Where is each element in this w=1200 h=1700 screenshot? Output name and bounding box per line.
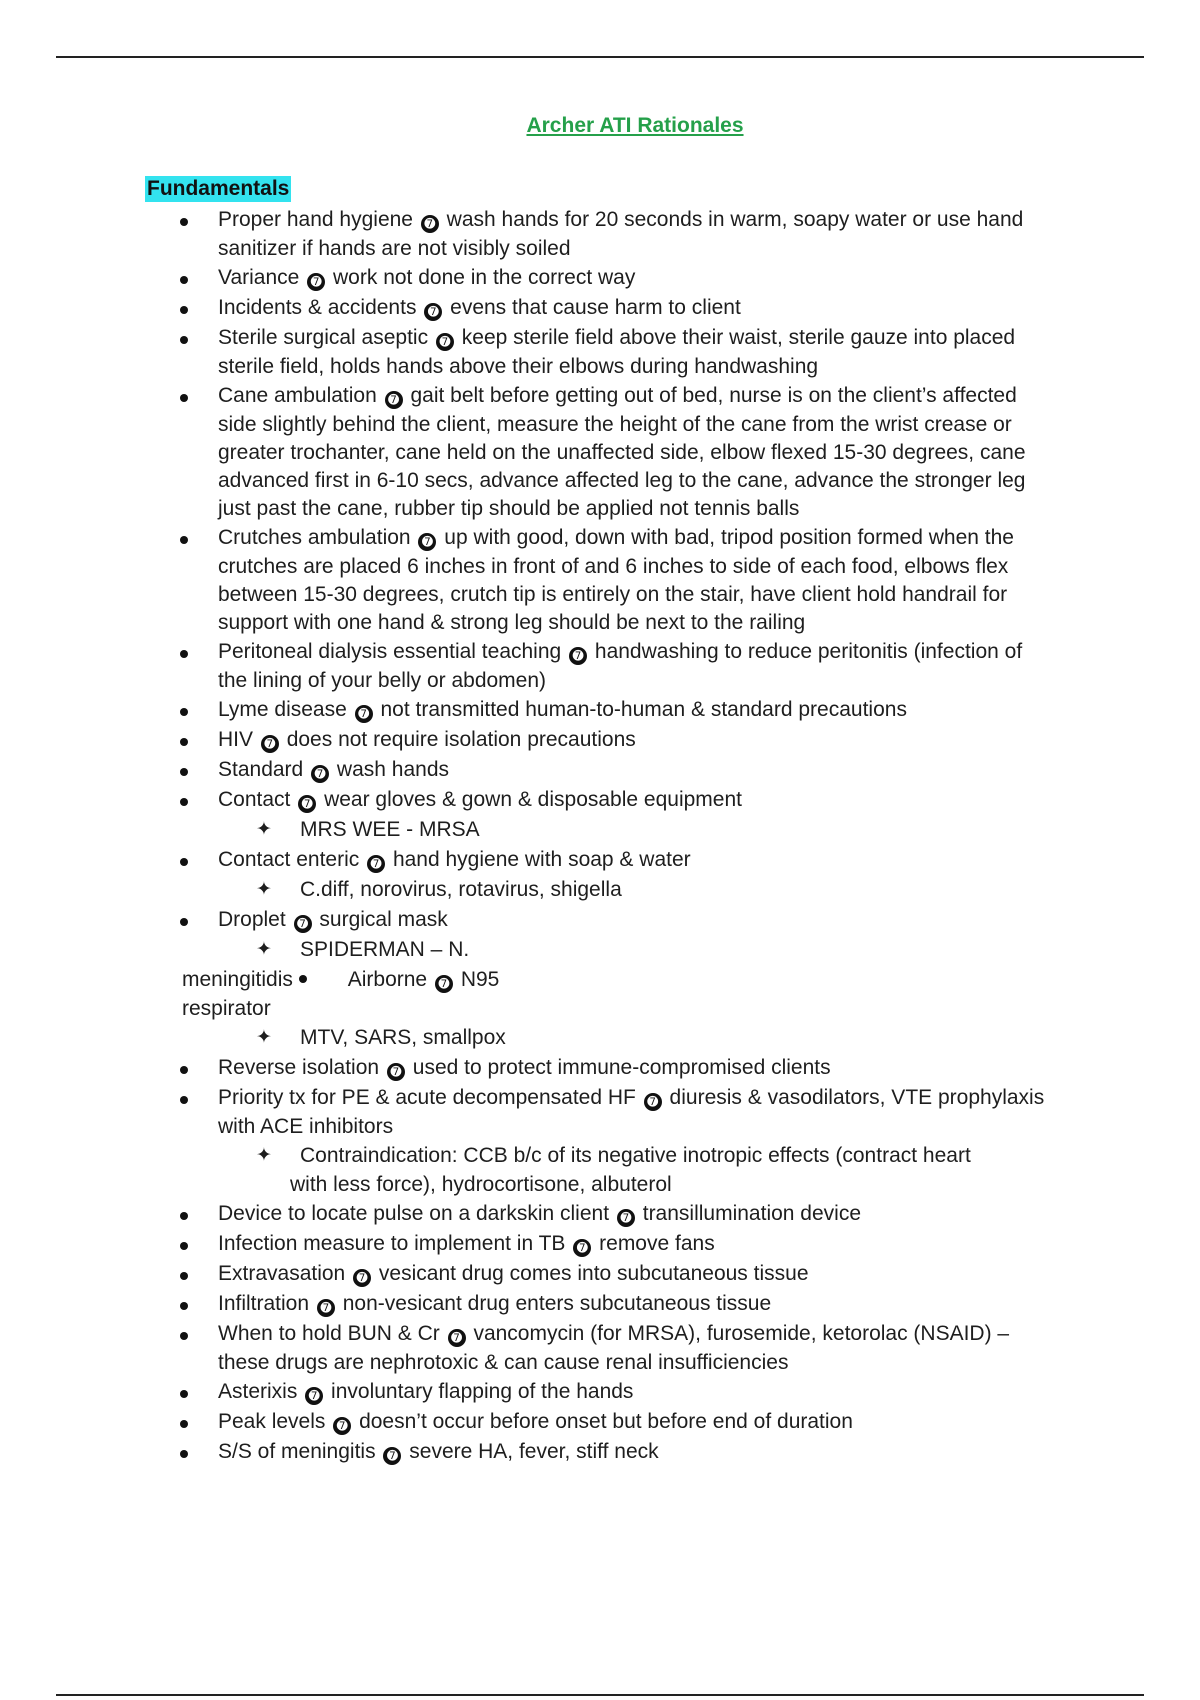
- list-item: Peak levels ➐ doesn’t occur before onset but before end of duration: [218, 1410, 853, 1433]
- arrow-icon: ➐: [617, 1209, 635, 1227]
- list-item: Infiltration ➐ non-vesicant drug enters subcutaneous tissue: [218, 1292, 772, 1315]
- list-item-continuation: crutches are placed 6 inches in front of and 6 inches to side of each food, elbows flex: [218, 555, 1009, 578]
- arrow-icon: ➐: [367, 855, 385, 873]
- arrow-icon: ➐: [333, 1417, 351, 1435]
- list-item: When to hold BUN & Cr ➐ vancomycin (for MRSA), furosemide, ketorolac (NSAID) –: [218, 1322, 1010, 1345]
- list-item-misaligned: meningitidis Airborne ➐ N95: [182, 968, 500, 991]
- list-item: Extravasation ➐ vesicant drug comes into subcutaneous tissue: [218, 1262, 809, 1285]
- arrow-icon: ➐: [573, 1239, 591, 1257]
- list-item: S/S of meningitis ➐ severe HA, fever, stiff neck: [218, 1440, 659, 1463]
- list-item-continuation: sterile field, holds hands above their elbows during handwashing: [218, 355, 819, 378]
- list-item: Incidents & accidents ➐ evens that cause harm to client: [218, 296, 741, 319]
- list-item: Sterile surgical aseptic ➐ keep sterile field above their waist, sterile gauze into placed: [218, 326, 1016, 349]
- list-item: Crutches ambulation ➐ up with good, down with bad, tripod position formed when the: [218, 526, 1014, 549]
- arrow-icon: ➐: [435, 975, 453, 993]
- star-bullet-icon: ✦: [256, 819, 272, 840]
- list-item-continuation: advanced first in 6-10 secs, advance affected leg to the cane, advance the stronger leg: [218, 469, 1026, 492]
- list-item: Lyme disease ➐ not transmitted human-to-human & standard precautions: [218, 698, 907, 721]
- list-item: Infection measure to implement in TB ➐ remove fans: [218, 1232, 715, 1255]
- list-item-continuation: just past the cane, rubber tip should be applied not tennis balls: [218, 497, 800, 520]
- list-item-continuation: greater trochanter, cane held on the unaffected side, elbow flexed 15-30 degrees, cane: [218, 441, 1026, 464]
- list-item-continuation: the lining of your belly or abdomen): [218, 669, 547, 692]
- sub-list-item: ✦ MRS WEE - MRSA: [0, 815, 1200, 845]
- list-item-continuation: sanitizer if hands are not visibly soiled: [218, 237, 571, 260]
- bullet-icon: [299, 975, 307, 983]
- sub-list-item: ✦ SPIDERMAN – N.: [0, 935, 1200, 965]
- notes-list: [0, 205, 1200, 1467]
- arrow-icon: ➐: [355, 705, 373, 723]
- list-item: Variance ➐ work not done in the correct way: [218, 266, 636, 289]
- bottom-rule: [56, 1694, 1144, 1696]
- arrow-icon: ➐: [298, 795, 316, 813]
- list-item-continuation: respirator: [182, 997, 271, 1020]
- sub-list-item: ✦ Contraindication: CCB b/c of its negative inotropic effects (contract heart: [0, 1141, 1200, 1171]
- list-item: Asterixis ➐ involuntary flapping of the hands: [218, 1380, 634, 1403]
- arrow-icon: ➐: [436, 333, 454, 351]
- arrow-icon: ➐: [424, 303, 442, 321]
- list-item: Priority tx for PE & acute decompensated HF ➐ diuresis & vasodilators, VTE prophylaxis: [218, 1086, 1045, 1109]
- top-rule: [56, 56, 1144, 58]
- star-bullet-icon: ✦: [256, 879, 272, 900]
- star-bullet-icon: ✦: [256, 939, 272, 960]
- arrow-icon: ➐: [448, 1329, 466, 1347]
- list-item-continuation: support with one hand & strong leg should be next to the railing: [218, 611, 806, 634]
- list-item-continuation: between 15-30 degrees, crutch tip is entirely on the stair, have client hold handrail for: [218, 583, 1008, 606]
- arrow-icon: ➐: [261, 735, 279, 753]
- list-item: Device to locate pulse on a darkskin client ➐ transillumination device: [218, 1202, 862, 1225]
- arrow-icon: ➐: [353, 1269, 371, 1287]
- list-item: Reverse isolation ➐ used to protect immune-compromised clients: [218, 1056, 831, 1079]
- arrow-icon: ➐: [317, 1299, 335, 1317]
- sub-list-item: ✦ C.diff, norovirus, rotavirus, shigella: [0, 875, 1200, 905]
- star-bullet-icon: ✦: [256, 1027, 272, 1048]
- arrow-icon: ➐: [294, 915, 312, 933]
- sub-list-item: ✦ MTV, SARS, smallpox: [0, 1023, 1200, 1053]
- arrow-icon: ➐: [383, 1447, 401, 1465]
- arrow-icon: ➐: [305, 1387, 323, 1405]
- list-item: Contact enteric ➐ hand hygiene with soap & water: [218, 848, 691, 871]
- section-heading: Fundamentals: [147, 177, 290, 200]
- list-item-continuation: side slightly behind the client, measure the height of the cane from the wrist crease or: [218, 413, 1012, 436]
- arrow-icon: ➐: [385, 391, 403, 409]
- list-item: Droplet ➐ surgical mask: [218, 908, 448, 931]
- arrow-icon: ➐: [311, 765, 329, 783]
- list-item: HIV ➐ does not require isolation precautions: [218, 728, 636, 751]
- list-item: Cane ambulation ➐ gait belt before getting out of bed, nurse is on the client’s affected: [218, 384, 1017, 407]
- page-title: Archer ATI Rationales: [526, 114, 744, 137]
- arrow-icon: ➐: [644, 1093, 662, 1111]
- sub-list-item-continuation: with less force), hydrocortisone, albuterol: [290, 1173, 672, 1196]
- arrow-icon: ➐: [307, 273, 325, 291]
- list-item-continuation: with ACE inhibitors: [218, 1115, 394, 1138]
- arrow-icon: ➐: [569, 647, 587, 665]
- arrow-icon: ➐: [387, 1063, 405, 1081]
- list-item-continuation: these drugs are nephrotoxic & can cause renal insufficiencies: [218, 1351, 789, 1374]
- list-item: Proper hand hygiene ➐ wash hands for 20 seconds in warm, soapy water or use hand: [218, 208, 1024, 231]
- list-item: Standard ➐ wash hands: [218, 758, 449, 781]
- star-bullet-icon: ✦: [256, 1145, 272, 1166]
- list-item: Peritoneal dialysis essential teaching ➐ handwashing to reduce peritonitis (infection of: [218, 640, 1023, 663]
- arrow-icon: ➐: [418, 533, 436, 551]
- list-item: Contact ➐ wear gloves & gown & disposable equipment: [218, 788, 742, 811]
- arrow-icon: ➐: [421, 215, 439, 233]
